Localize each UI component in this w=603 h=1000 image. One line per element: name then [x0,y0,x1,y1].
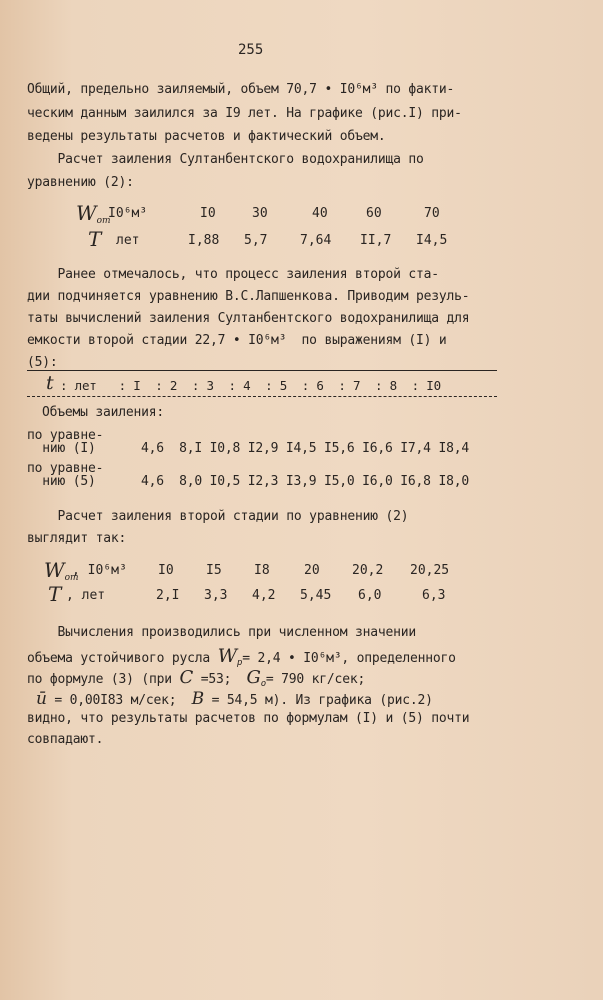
row-label: нию (5) [27,474,96,489]
t-value: 2,I [156,588,180,603]
w-value: 70 [424,206,440,221]
row-label: по уравне- [27,428,104,443]
t-value: 6,3 [422,588,446,603]
volumes-label: Объемы заиления: [42,405,165,420]
t-symbol: t [46,372,54,394]
t-value: I4,5 [416,233,448,248]
w-symbol: $W_{от}$ [76,201,111,226]
text-line: выглядит так: [27,531,127,546]
t-value: 6,0 [358,588,382,603]
t-value: 5,7 [244,233,268,248]
t-value: II,7 [360,233,392,248]
w-symbol: $W_{от}$ [44,558,79,583]
w-value: 20 [304,563,320,578]
w-unit: , I0⁶м³ [72,563,127,578]
row-label: нию (I) [27,441,96,456]
page-number: 255 [238,42,264,58]
t-value: 7,64 [300,233,332,248]
t-value: 5,45 [300,588,332,603]
t-symbol: T [48,582,62,606]
row-values: 4,6 8,I I0,8 I2,9 I4,5 I5,6 I6,6 I7,4 I8,4 [141,441,469,456]
t-symbol: T [88,227,102,251]
text-line: Общий, предельно заиляемый, объем 70,7 • I0⁶м³ по факти- [27,82,455,97]
table-rule-top [27,370,497,371]
w-value: I5 [206,563,222,578]
text-line: Расчет заиления второй стадии по уравнению (2) [27,509,409,524]
t-value: I,88 [188,233,220,248]
row-values: 4,6 8,0 I0,5 I2,3 I3,9 I5,0 I6,0 I6,8 I8,0 [141,474,469,489]
text-line: ческим данным заилился за I9 лет. На графике (рис.I) при- [27,106,462,121]
text-line: совпадают. [27,732,104,747]
text-line: Вычисления производились при численном значении [27,625,416,640]
text-line: ведены результаты расчетов и фактический объем. [27,129,386,144]
text-line: дии подчиняется уравнению В.С.Лапшенкова. Приводим резуль- [27,289,470,304]
t-value: 3,3 [204,588,228,603]
text-line: ū = 0,00I83 м/сек; B = 54,5 м). Из графика (рис.2) [36,689,433,709]
w-value: 40 [312,206,328,221]
w-value: 60 [366,206,382,221]
w-value: I0 [158,563,174,578]
text-line: (5): [27,355,58,370]
w-value: I8 [254,563,270,578]
text-line: объема устойчивого русла $W_р= 2,4$ • I0⁶м³, определенного [27,645,456,668]
text-line: Ранее отмечалось, что процесс заиления второй ста- [27,267,439,282]
text-line: таты вычислений заиления Султанбентского водохранилища для [27,311,470,326]
text-line: видно, что результаты расчетов по формулам (I) и (5) почти [27,711,470,726]
w-value: 20,2 [352,563,384,578]
w-value: 20,25 [410,563,450,578]
text-line: по формуле (3) (при C =53; $G_о= 790$ кг/сек; [27,667,366,689]
row-label: по уравне- [27,461,104,476]
table-header-row: : лет : I : 2 : 3 : 4 : 5 : 6 : 7 : 8 : I0 [60,378,441,393]
w-value: I0 [200,206,216,221]
table-rule-bottom [27,396,497,397]
t-unit: лет [116,233,140,248]
text-line: уравнению (2): [27,175,134,190]
w-unit: I0⁶м³ [108,206,148,221]
w-value: 30 [252,206,268,221]
text-line: емкости второй стадии 22,7 • I0⁶м³ по выражениям (I) и [27,333,447,348]
t-value: 4,2 [252,588,276,603]
t-unit: , лет [66,588,106,603]
text-line: Расчет заиления Султанбентского водохранилища по [27,152,424,167]
